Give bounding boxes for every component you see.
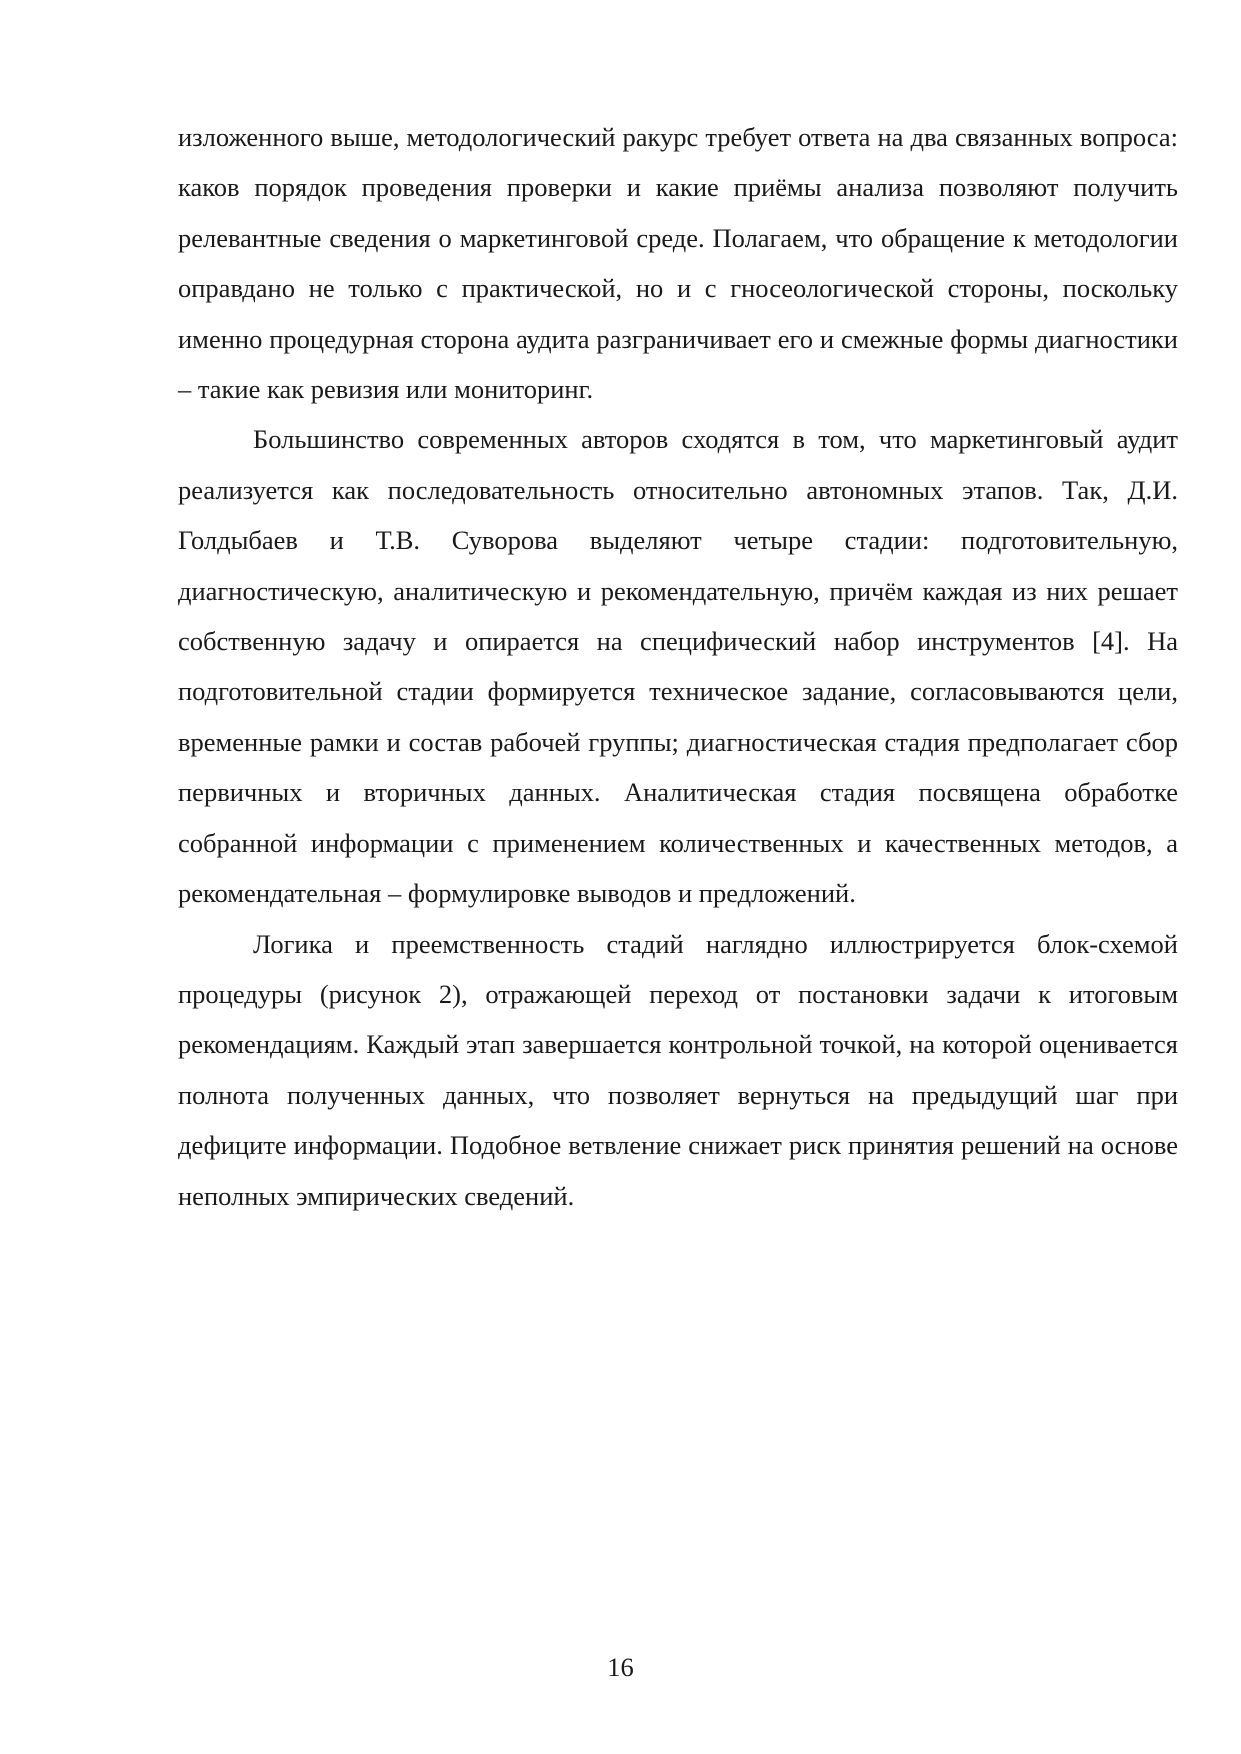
page-number: 16 bbox=[607, 1652, 634, 1682]
paragraph-flowchart: Логика и преемственность стадий наглядно иллюстрируется блок-схемой процедуры (рисунок 2), отражающей переход от постановки задачи к итоговым рекомендациям. Каждый этап завершается контрольной точкой, на которой оценивается полнота полученных данных, что позволяет вернуться на предыдущий шаг при дефиците информации. Подобное ветвление снижает риск принятия решений на основе неполных эмпирических сведений. bbox=[178, 928, 1178, 1211]
paragraph-continuation: изложенного выше, методологический ракурс требует ответа на два связанных вопроса: каков порядок проведения проверки и какие приёмы анализа позволяют получить релевантные сведения о маркетинговой среде. Полагаем, что обращение к методологии оправдано не только с практической, но и с гносеологической стороны, поскольку именно процедурная сторона аудита разграничивает его и смежные формы диагностики – такие как ревизия или мониторинг. bbox=[178, 122, 1178, 405]
paragraph-audit-stages: Большинство современных авторов сходятся в том, что маркетинговый аудит реализуется как последовательность относительно автономных этапов. Так, Д.И. Голдыбаев и Т.В. Суворова выделяют четыре стадии: подготовительную, диагностическую, аналитическую и рекомендательную, причём каждая из них решает собственную задачу и опирается на специфический набор инструментов [4]. На подготовительной стадии формируется техническое задание, согласовываются цели, временные рамки и состав рабочей группы; диагностическая стадия предполагает сбор первичных и вторичных данных. Аналитическая стадия посвящена обработке собранной информации с применением количественных и качественных методов, а рекомендательная – формулировке выводов и предложений. bbox=[178, 424, 1178, 909]
document-body bbox=[178, 112, 1178, 1221]
